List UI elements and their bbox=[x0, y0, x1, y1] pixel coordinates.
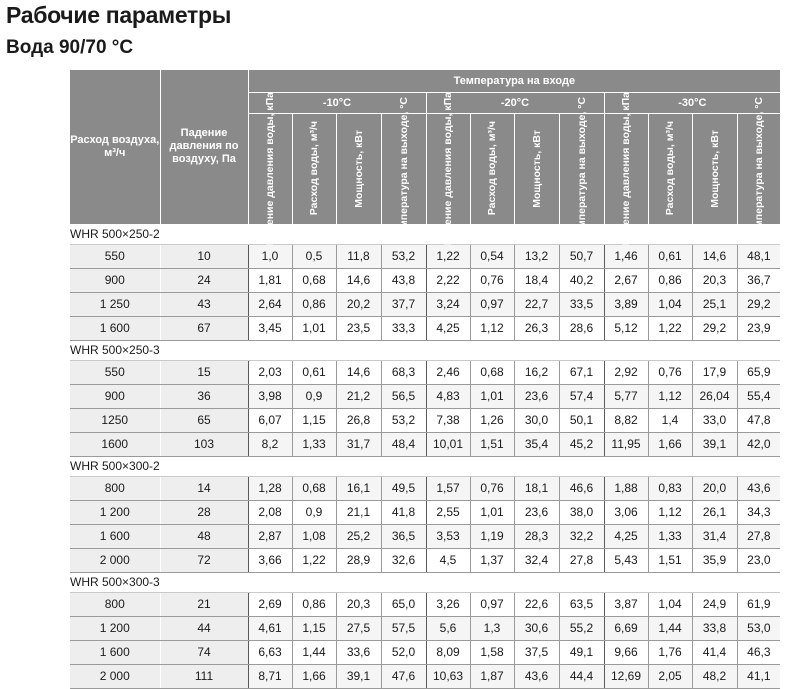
water-pressure-drop-cell: 11,95 bbox=[604, 432, 648, 456]
water-flow-cell: 1,76 bbox=[648, 640, 692, 664]
water-pressure-drop-cell: 2,92 bbox=[604, 360, 648, 384]
power-cell: 33,0 bbox=[692, 408, 737, 432]
water-pressure-drop-cell: 3,98 bbox=[248, 384, 292, 408]
header-water-flow bbox=[470, 113, 514, 224]
water-flow-cell: 0,76 bbox=[470, 268, 514, 292]
outlet-temp-cell: 52,0 bbox=[381, 640, 426, 664]
water-pressure-drop-cell: 5,77 bbox=[604, 384, 648, 408]
water-flow-cell: 1,15 bbox=[292, 616, 336, 640]
water-pressure-drop-cell: 1,22 bbox=[426, 244, 470, 268]
power-cell: 39,1 bbox=[692, 432, 737, 456]
table-row bbox=[70, 384, 780, 408]
table-row bbox=[70, 244, 780, 268]
water-pressure-drop-cell: 4,25 bbox=[426, 316, 470, 340]
air-flow-cell: 1 250 bbox=[70, 292, 160, 316]
power-cell: 20,2 bbox=[336, 292, 381, 316]
outlet-temp-cell: 63,5 bbox=[559, 592, 604, 616]
page-subtitle: Вода 90/70 °C bbox=[6, 37, 134, 58]
water-pressure-drop-cell: 2,69 bbox=[248, 592, 292, 616]
water-pressure-drop-cell: 3,89 bbox=[604, 292, 648, 316]
water-flow-cell: 0,5 bbox=[292, 244, 336, 268]
water-pressure-drop-cell: 3,45 bbox=[248, 316, 292, 340]
header-outlet-temperature bbox=[737, 97, 780, 240]
header-power bbox=[692, 113, 737, 224]
table-row bbox=[70, 268, 780, 292]
outlet-temp-cell: 37,7 bbox=[381, 292, 426, 316]
power-cell: 31,4 bbox=[692, 524, 737, 548]
power-cell: 16,2 bbox=[514, 360, 559, 384]
water-flow-cell: 1,44 bbox=[648, 616, 692, 640]
power-cell: 22,6 bbox=[514, 592, 559, 616]
power-cell: 30,0 bbox=[514, 408, 559, 432]
air-pressure-drop-cell: 44 bbox=[160, 616, 248, 640]
outlet-temp-cell: 61,9 bbox=[737, 592, 780, 616]
power-cell: 23,5 bbox=[336, 316, 381, 340]
water-flow-cell: 1,12 bbox=[648, 384, 692, 408]
air-pressure-drop-cell: 24 bbox=[160, 268, 248, 292]
air-flow-cell: 800 bbox=[70, 592, 160, 616]
water-pressure-drop-cell: 2,03 bbox=[248, 360, 292, 384]
power-cell: 13,2 bbox=[514, 244, 559, 268]
outlet-temp-cell: 67,1 bbox=[559, 360, 604, 384]
water-pressure-drop-cell: 2,55 bbox=[426, 500, 470, 524]
water-pressure-drop-cell: 6,63 bbox=[248, 640, 292, 664]
parameters-table bbox=[70, 70, 780, 689]
outlet-temp-cell: 53,0 bbox=[737, 616, 780, 640]
air-flow-cell: 1 200 bbox=[70, 500, 160, 524]
power-cell: 22,7 bbox=[514, 292, 559, 316]
air-pressure-drop-cell: 72 bbox=[160, 548, 248, 572]
water-flow-cell: 0,68 bbox=[292, 476, 336, 500]
header-temp-minus-30: -30°C bbox=[604, 92, 780, 113]
air-pressure-drop-cell: 103 bbox=[160, 432, 248, 456]
water-pressure-drop-cell: 8,09 bbox=[426, 640, 470, 664]
outlet-temp-cell: 33,3 bbox=[381, 316, 426, 340]
water-flow-cell: 0,68 bbox=[470, 360, 514, 384]
water-pressure-drop-cell: 3,24 bbox=[426, 292, 470, 316]
air-flow-cell: 800 bbox=[70, 476, 160, 500]
power-cell: 33,8 bbox=[692, 616, 737, 640]
water-pressure-drop-cell: 3,87 bbox=[604, 592, 648, 616]
water-pressure-drop-cell: 5,43 bbox=[604, 548, 648, 572]
water-flow-cell: 1,87 bbox=[470, 664, 514, 688]
water-flow-cell: 1,66 bbox=[292, 664, 336, 688]
model-name: WHR 500×250-3 bbox=[70, 340, 780, 360]
water-pressure-drop-cell: 2,22 bbox=[426, 268, 470, 292]
water-pressure-drop-cell: 1,0 bbox=[248, 244, 292, 268]
header-water-pressure-drop bbox=[604, 91, 648, 246]
header-outlet-temperature bbox=[559, 97, 604, 240]
water-pressure-drop-cell: 7,38 bbox=[426, 408, 470, 432]
model-name: WHR 500×300-3 bbox=[70, 572, 780, 592]
outlet-temp-cell: 68,3 bbox=[381, 360, 426, 384]
power-cell: 29,2 bbox=[692, 316, 737, 340]
header-outlet-temperature bbox=[381, 97, 426, 240]
power-cell: 24,9 bbox=[692, 592, 737, 616]
table-row bbox=[70, 360, 780, 384]
water-flow-cell: 1,22 bbox=[648, 316, 692, 340]
outlet-temp-cell: 27,8 bbox=[737, 524, 780, 548]
model-name: WHR 500×300-2 bbox=[70, 456, 780, 476]
water-pressure-drop-cell: 6,07 bbox=[248, 408, 292, 432]
air-flow-cell: 1 600 bbox=[70, 524, 160, 548]
table-row bbox=[70, 316, 780, 340]
water-pressure-drop-cell: 1,28 bbox=[248, 476, 292, 500]
water-flow-cell: 0,86 bbox=[648, 268, 692, 292]
header-temp-minus-20: -20°C bbox=[426, 92, 604, 113]
water-flow-cell: 1,33 bbox=[292, 432, 336, 456]
table-row bbox=[70, 432, 780, 456]
power-cell: 25,1 bbox=[692, 292, 737, 316]
power-cell: 20,3 bbox=[336, 592, 381, 616]
header-water-pressure-drop bbox=[426, 91, 470, 246]
power-cell: 18,1 bbox=[514, 476, 559, 500]
outlet-temp-cell: 46,3 bbox=[737, 640, 780, 664]
outlet-temp-cell: 44,4 bbox=[559, 664, 604, 688]
subheader-label: Расход воды, м³/ч bbox=[664, 121, 676, 216]
air-pressure-drop-cell: 67 bbox=[160, 316, 248, 340]
water-pressure-drop-cell: 2,64 bbox=[248, 292, 292, 316]
subheader-label: Падение давления воды, кПа bbox=[442, 91, 454, 246]
outlet-temp-cell: 42,0 bbox=[737, 432, 780, 456]
outlet-temp-cell: 47,6 bbox=[381, 664, 426, 688]
water-flow-cell: 1,01 bbox=[292, 316, 336, 340]
header-power bbox=[336, 113, 381, 224]
water-flow-cell: 1,01 bbox=[470, 500, 514, 524]
water-flow-cell: 1,15 bbox=[292, 408, 336, 432]
water-flow-cell: 1,08 bbox=[292, 524, 336, 548]
table-row bbox=[70, 592, 780, 616]
water-flow-cell: 0,61 bbox=[648, 244, 692, 268]
water-flow-cell: 1,01 bbox=[470, 384, 514, 408]
subheader-label: Мощность, кВт bbox=[530, 129, 543, 208]
subheader-label: Расход воды, м³/ч bbox=[486, 121, 498, 216]
header-power bbox=[514, 113, 559, 224]
outlet-temp-cell: 36,5 bbox=[381, 524, 426, 548]
air-pressure-drop-cell: 48 bbox=[160, 524, 248, 548]
power-cell: 28,9 bbox=[336, 548, 381, 572]
power-cell: 25,2 bbox=[336, 524, 381, 548]
table-row bbox=[70, 548, 780, 572]
power-cell: 35,9 bbox=[692, 548, 737, 572]
outlet-temp-cell: 27,8 bbox=[559, 548, 604, 572]
outlet-temp-cell: 49,1 bbox=[559, 640, 604, 664]
power-cell: 23,6 bbox=[514, 384, 559, 408]
model-group-row bbox=[70, 456, 780, 476]
water-flow-cell: 1,19 bbox=[470, 524, 514, 548]
power-cell: 14,6 bbox=[336, 360, 381, 384]
water-flow-cell: 0,97 bbox=[470, 592, 514, 616]
outlet-temp-cell: 38,0 bbox=[559, 500, 604, 524]
power-cell: 26,04 bbox=[692, 384, 737, 408]
table-row bbox=[70, 524, 780, 548]
water-flow-cell: 1,4 bbox=[648, 408, 692, 432]
table-row bbox=[70, 292, 780, 316]
outlet-temp-cell: 57,4 bbox=[559, 384, 604, 408]
outlet-temp-cell: 28,6 bbox=[559, 316, 604, 340]
water-flow-cell: 0,76 bbox=[648, 360, 692, 384]
water-pressure-drop-cell: 2,87 bbox=[248, 524, 292, 548]
water-flow-cell: 1,51 bbox=[470, 432, 514, 456]
outlet-temp-cell: 46,6 bbox=[559, 476, 604, 500]
model-name: WHR 500×250-2 bbox=[70, 224, 780, 244]
water-flow-cell: 1,04 bbox=[648, 292, 692, 316]
power-cell: 20,0 bbox=[692, 476, 737, 500]
water-flow-cell: 0,97 bbox=[470, 292, 514, 316]
air-flow-cell: 1250 bbox=[70, 408, 160, 432]
subheader-label: Падение давления воды, кПа bbox=[620, 91, 632, 246]
power-cell: 26,8 bbox=[336, 408, 381, 432]
outlet-temp-cell: 36,7 bbox=[737, 268, 780, 292]
outlet-temp-cell: 56,5 bbox=[381, 384, 426, 408]
header-inlet-temperature: Температура на входе bbox=[248, 70, 780, 92]
outlet-temp-cell: 48,4 bbox=[381, 432, 426, 456]
water-pressure-drop-cell: 4,83 bbox=[426, 384, 470, 408]
water-pressure-drop-cell: 8,82 bbox=[604, 408, 648, 432]
outlet-temp-cell: 43,8 bbox=[381, 268, 426, 292]
table-row bbox=[70, 664, 780, 688]
water-pressure-drop-cell: 5,6 bbox=[426, 616, 470, 640]
outlet-temp-cell: 40,2 bbox=[559, 268, 604, 292]
outlet-temp-cell: 55,2 bbox=[559, 616, 604, 640]
water-pressure-drop-cell: 8,2 bbox=[248, 432, 292, 456]
water-pressure-drop-cell: 3,53 bbox=[426, 524, 470, 548]
air-flow-cell: 550 bbox=[70, 360, 160, 384]
subheader-label: Падение давления воды, кПа bbox=[264, 91, 276, 246]
table-row bbox=[70, 500, 780, 524]
power-cell: 21,1 bbox=[336, 500, 381, 524]
outlet-temp-cell: 65,0 bbox=[381, 592, 426, 616]
air-pressure-drop-cell: 111 bbox=[160, 664, 248, 688]
water-flow-cell: 1,33 bbox=[648, 524, 692, 548]
water-flow-cell: 0,9 bbox=[292, 500, 336, 524]
water-pressure-drop-cell: 1,88 bbox=[604, 476, 648, 500]
water-pressure-drop-cell: 6,69 bbox=[604, 616, 648, 640]
air-flow-cell: 2 000 bbox=[70, 548, 160, 572]
water-pressure-drop-cell: 1,57 bbox=[426, 476, 470, 500]
air-flow-cell: 1 200 bbox=[70, 616, 160, 640]
air-pressure-drop-cell: 36 bbox=[160, 384, 248, 408]
air-flow-cell: 2 000 bbox=[70, 664, 160, 688]
power-cell: 48,2 bbox=[692, 664, 737, 688]
air-flow-cell: 900 bbox=[70, 268, 160, 292]
water-flow-cell: 0,68 bbox=[292, 268, 336, 292]
water-pressure-drop-cell: 3,06 bbox=[604, 500, 648, 524]
power-cell: 14,6 bbox=[692, 244, 737, 268]
air-pressure-drop-cell: 15 bbox=[160, 360, 248, 384]
header-air-flow: Расход воздуха, м³/ч bbox=[70, 70, 160, 224]
outlet-temp-cell: 33,5 bbox=[559, 292, 604, 316]
power-cell: 23,6 bbox=[514, 500, 559, 524]
outlet-temp-cell: 53,2 bbox=[381, 408, 426, 432]
header-temp-minus-10: -10°C bbox=[248, 92, 426, 113]
power-cell: 14,6 bbox=[336, 268, 381, 292]
power-cell: 26,1 bbox=[692, 500, 737, 524]
outlet-temp-cell: 49,5 bbox=[381, 476, 426, 500]
power-cell: 32,4 bbox=[514, 548, 559, 572]
water-flow-cell: 2,05 bbox=[648, 664, 692, 688]
outlet-temp-cell: 34,3 bbox=[737, 500, 780, 524]
air-pressure-drop-cell: 74 bbox=[160, 640, 248, 664]
outlet-temp-cell: 55,4 bbox=[737, 384, 780, 408]
model-group-row bbox=[70, 340, 780, 360]
power-cell: 28,3 bbox=[514, 524, 559, 548]
air-pressure-drop-cell: 43 bbox=[160, 292, 248, 316]
outlet-temp-cell: 23,9 bbox=[737, 316, 780, 340]
power-cell: 37,5 bbox=[514, 640, 559, 664]
table-body bbox=[70, 224, 780, 688]
water-flow-cell: 1,51 bbox=[648, 548, 692, 572]
water-pressure-drop-cell: 2,46 bbox=[426, 360, 470, 384]
power-cell: 18,4 bbox=[514, 268, 559, 292]
water-pressure-drop-cell: 3,26 bbox=[426, 592, 470, 616]
water-flow-cell: 0,61 bbox=[292, 360, 336, 384]
power-cell: 11,8 bbox=[336, 244, 381, 268]
power-cell: 16,1 bbox=[336, 476, 381, 500]
water-flow-cell: 1,12 bbox=[470, 316, 514, 340]
water-pressure-drop-cell: 1,46 bbox=[604, 244, 648, 268]
water-flow-cell: 1,37 bbox=[470, 548, 514, 572]
header-water-flow bbox=[648, 113, 692, 224]
water-pressure-drop-cell: 2,08 bbox=[248, 500, 292, 524]
outlet-temp-cell: 41,8 bbox=[381, 500, 426, 524]
subheader-label: Температура на выходе, °C bbox=[397, 97, 410, 240]
power-cell: 21,2 bbox=[336, 384, 381, 408]
outlet-temp-cell: 57,5 bbox=[381, 616, 426, 640]
outlet-temp-cell: 50,1 bbox=[559, 408, 604, 432]
water-pressure-drop-cell: 10,01 bbox=[426, 432, 470, 456]
outlet-temp-cell: 45,2 bbox=[559, 432, 604, 456]
power-cell: 41,4 bbox=[692, 640, 737, 664]
subheader-label: Температура на выходе, °C bbox=[575, 97, 588, 240]
air-flow-cell: 1 600 bbox=[70, 640, 160, 664]
header-water-flow bbox=[292, 113, 336, 224]
outlet-temp-cell: 47,8 bbox=[737, 408, 780, 432]
water-pressure-drop-cell: 4,61 bbox=[248, 616, 292, 640]
air-pressure-drop-cell: 14 bbox=[160, 476, 248, 500]
air-pressure-drop-cell: 65 bbox=[160, 408, 248, 432]
water-pressure-drop-cell: 5,12 bbox=[604, 316, 648, 340]
power-cell: 27,5 bbox=[336, 616, 381, 640]
water-flow-cell: 0,54 bbox=[470, 244, 514, 268]
water-flow-cell: 1,58 bbox=[470, 640, 514, 664]
table-row bbox=[70, 616, 780, 640]
water-pressure-drop-cell: 4,5 bbox=[426, 548, 470, 572]
outlet-temp-cell: 48,1 bbox=[737, 244, 780, 268]
water-pressure-drop-cell: 10,63 bbox=[426, 664, 470, 688]
page-title: Рабочие параметры bbox=[6, 2, 232, 28]
water-flow-cell: 1,12 bbox=[648, 500, 692, 524]
outlet-temp-cell: 53,2 bbox=[381, 244, 426, 268]
air-flow-cell: 900 bbox=[70, 384, 160, 408]
power-cell: 30,6 bbox=[514, 616, 559, 640]
outlet-temp-cell: 65,9 bbox=[737, 360, 780, 384]
water-flow-cell: 1,66 bbox=[648, 432, 692, 456]
outlet-temp-cell: 32,2 bbox=[559, 524, 604, 548]
water-flow-cell: 0,9 bbox=[292, 384, 336, 408]
header-water-pressure-drop bbox=[248, 91, 292, 246]
water-pressure-drop-cell: 2,67 bbox=[604, 268, 648, 292]
outlet-temp-cell: 41,1 bbox=[737, 664, 780, 688]
power-cell: 43,6 bbox=[514, 664, 559, 688]
power-cell: 35,4 bbox=[514, 432, 559, 456]
water-flow-cell: 0,83 bbox=[648, 476, 692, 500]
water-flow-cell: 0,76 bbox=[470, 476, 514, 500]
water-pressure-drop-cell: 3,66 bbox=[248, 548, 292, 572]
water-flow-cell: 0,86 bbox=[292, 292, 336, 316]
model-group-row bbox=[70, 572, 780, 592]
power-cell: 26,3 bbox=[514, 316, 559, 340]
subheader-label: Мощность, кВт bbox=[708, 129, 721, 208]
outlet-temp-cell: 32,6 bbox=[381, 548, 426, 572]
table-row bbox=[70, 408, 780, 432]
air-flow-cell: 1 600 bbox=[70, 316, 160, 340]
water-flow-cell: 1,22 bbox=[292, 548, 336, 572]
water-pressure-drop-cell: 8,71 bbox=[248, 664, 292, 688]
subheader-label: Мощность, кВт bbox=[352, 129, 365, 208]
water-flow-cell: 1,26 bbox=[470, 408, 514, 432]
water-flow-cell: 1,44 bbox=[292, 640, 336, 664]
model-group-row bbox=[70, 224, 780, 244]
power-cell: 17,9 bbox=[692, 360, 737, 384]
outlet-temp-cell: 50,7 bbox=[559, 244, 604, 268]
water-flow-cell: 1,04 bbox=[648, 592, 692, 616]
table-row bbox=[70, 476, 780, 500]
water-pressure-drop-cell: 4,25 bbox=[604, 524, 648, 548]
air-flow-cell: 550 bbox=[70, 244, 160, 268]
outlet-temp-cell: 29,2 bbox=[737, 292, 780, 316]
power-cell: 20,3 bbox=[692, 268, 737, 292]
outlet-temp-cell: 43,6 bbox=[737, 476, 780, 500]
subheader-label: Температура на выходе, °C bbox=[752, 97, 765, 240]
outlet-temp-cell: 23,0 bbox=[737, 548, 780, 572]
air-pressure-drop-cell: 21 bbox=[160, 592, 248, 616]
water-flow-cell: 1,3 bbox=[470, 616, 514, 640]
air-flow-cell: 1600 bbox=[70, 432, 160, 456]
water-pressure-drop-cell: 12,69 bbox=[604, 664, 648, 688]
power-cell: 39,1 bbox=[336, 664, 381, 688]
power-cell: 33,6 bbox=[336, 640, 381, 664]
header-air-pressure-drop: Падение давления по воздуху, Па bbox=[160, 70, 248, 224]
water-pressure-drop-cell: 9,66 bbox=[604, 640, 648, 664]
subheader-label: Расход воды, м³/ч bbox=[308, 121, 320, 216]
water-pressure-drop-cell: 1,81 bbox=[248, 268, 292, 292]
power-cell: 31,7 bbox=[336, 432, 381, 456]
air-pressure-drop-cell: 10 bbox=[160, 244, 248, 268]
air-pressure-drop-cell: 28 bbox=[160, 500, 248, 524]
water-flow-cell: 0,86 bbox=[292, 592, 336, 616]
